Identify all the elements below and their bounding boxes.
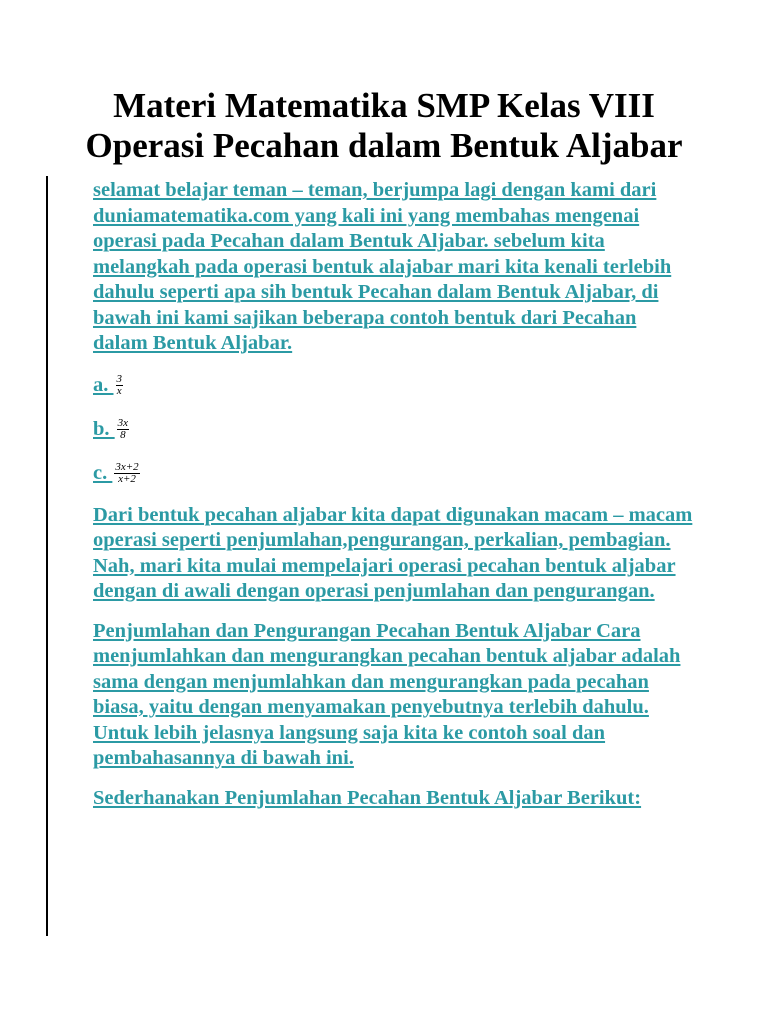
example-c-fraction <box>114 462 139 485</box>
task-heading-link[interactable]: Sederhanakan Penjumlahan Pecahan Bentuk Aljabar Berikut: <box>93 786 642 809</box>
example-c <box>93 459 693 489</box>
example-b-label[interactable]: b. <box>93 417 115 440</box>
left-margin-rule <box>46 176 48 936</box>
example-b-fraction <box>117 418 129 441</box>
example-c-numerator: 3x+2 <box>115 461 139 473</box>
title-line-2: Operasi Pecahan dalam Bentuk Aljabar <box>85 126 683 165</box>
example-b-numerator: 3x <box>117 417 129 429</box>
example-a-label[interactable]: a. <box>93 373 114 396</box>
example-a-denominator: x <box>116 385 122 397</box>
intro-paragraph-link[interactable]: selamat belajar teman – teman, berjumpa lagi dengan kami dari duniamatematika.com yang kali ini yang membahas mengenai operasi pada Pecahan dalam Bentuk Aljabar. sebelum kita melangkah pada operasi bentuk alajabar mari kita kenali terlebih dahulu seperti apa sih bentuk Pecahan dalam Bentuk Aljabar, di bawah ini kami sajikan beberapa contoh bentuk dari Pecahan dalam Bentuk Aljabar. <box>93 179 672 354</box>
example-b-denominator: 8 <box>120 429 126 441</box>
example-a-fraction <box>116 374 124 397</box>
example-c-label[interactable]: c. <box>93 461 113 484</box>
example-c-denominator: x+2 <box>118 473 136 485</box>
example-b <box>93 415 693 445</box>
document-title <box>0 86 768 166</box>
example-a <box>93 371 693 401</box>
operations-paragraph-link[interactable]: Dari bentuk pecahan aljabar kita dapat digunakan macam – macam operasi seperti penjumlahan,pengurangan, perkalian, pembagian. Nah, mari kita mulai mempelajari operasi pecahan bentuk aljabar dengan di awali dengan operasi penjumlahan dan pengurangan. <box>93 503 693 602</box>
addition-paragraph-link[interactable]: Penjumlahan dan Pengurangan Pecahan Bentuk Aljabar Cara menjumlahkan dan mengurangkan pecahan bentuk aljabar adalah sama dengan menjumlahkan dan mengurangkan pada pecahan biasa, yaitu dengan menyamakan penyebutnya terlebih dahulu. Untuk lebih jelasnya langsung saja kita ke contoh soal dan pembahasannya di bawah ini. <box>93 619 681 769</box>
example-a-numerator: 3 <box>116 373 122 385</box>
article-body <box>93 178 693 825</box>
title-line-1: Materi Matematika SMP Kelas VIII <box>113 86 655 125</box>
